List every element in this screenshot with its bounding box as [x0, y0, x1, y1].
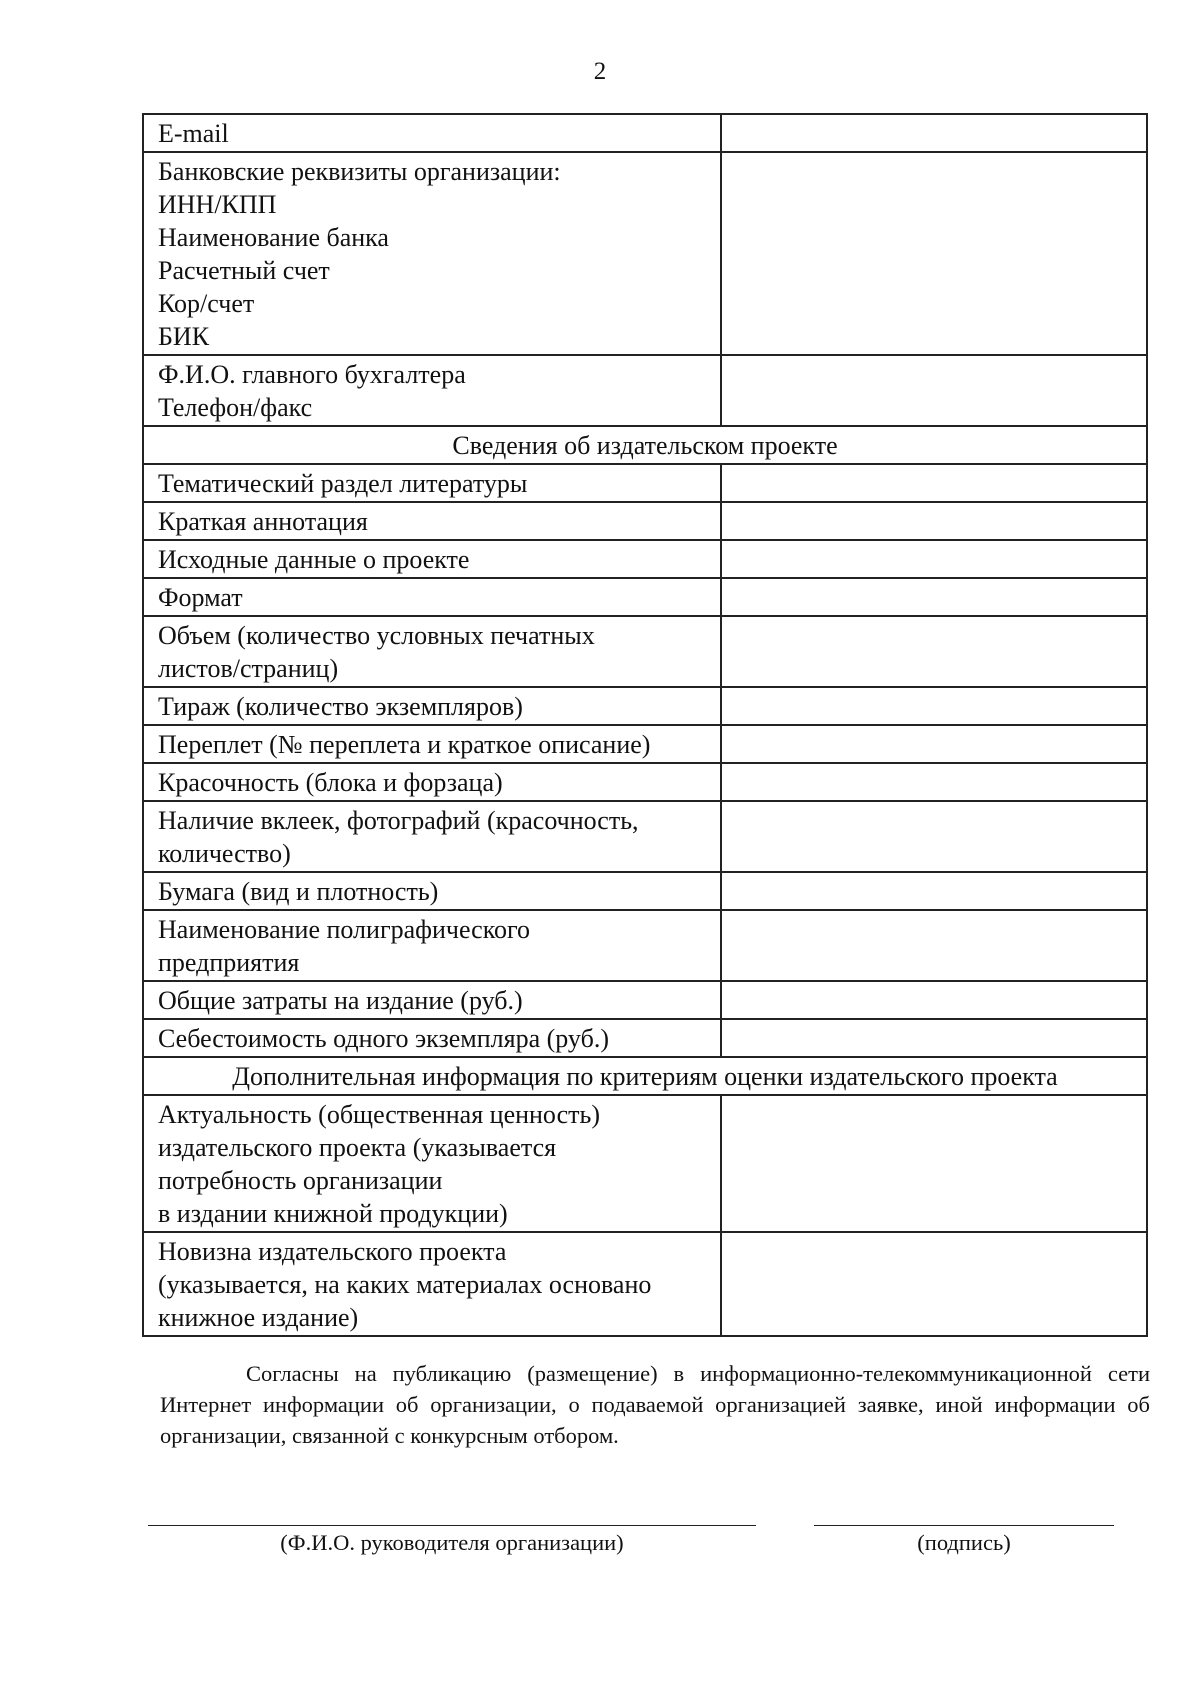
- label-line: Наличие вклеек, фотографий (красочность,: [158, 806, 639, 835]
- label-line: БИК: [158, 322, 210, 351]
- field-value-cell[interactable]: [721, 540, 1147, 578]
- field-label: [143, 763, 721, 801]
- table-row: [143, 687, 1147, 725]
- table-row: [143, 152, 1147, 355]
- label-line: издательского проекта (указывается: [158, 1133, 557, 1162]
- table-row: [143, 114, 1147, 152]
- field-label: [143, 578, 721, 616]
- section-header-row: [143, 1057, 1147, 1095]
- table-row: [143, 540, 1147, 578]
- label-line: Тираж (количество экземпляров): [158, 692, 523, 721]
- field-value-cell[interactable]: [721, 1019, 1147, 1057]
- label-line: Красочность (блока и форзаца): [158, 768, 503, 797]
- table-row: [143, 872, 1147, 910]
- field-label: [143, 872, 721, 910]
- label-line: ИНН/КПП: [158, 190, 277, 219]
- table-row: [143, 1095, 1147, 1232]
- label-line: Тематический раздел литературы: [158, 469, 528, 498]
- field-value-cell[interactable]: [721, 616, 1147, 687]
- label-line: Актуальность (общественная ценность): [158, 1100, 600, 1129]
- label-line: Общие затраты на издание (руб.): [158, 986, 523, 1015]
- field-label: [143, 502, 721, 540]
- label-line: Себестоимость одного экземпляра (руб.): [158, 1024, 609, 1053]
- table-row: [143, 725, 1147, 763]
- field-value-cell[interactable]: [721, 1232, 1147, 1336]
- field-label: [143, 1232, 721, 1336]
- label-line: книжное издание): [158, 1303, 359, 1332]
- label-line: Ф.И.О. главного бухгалтера: [158, 360, 466, 389]
- label-line: Расчетный счет: [158, 256, 330, 285]
- field-value-cell[interactable]: [721, 763, 1147, 801]
- field-value-cell[interactable]: [721, 687, 1147, 725]
- application-form-table: [142, 113, 1148, 1337]
- section-title: [143, 1057, 1147, 1095]
- label-line: (указывается, на каких материалах основано: [158, 1270, 652, 1299]
- table-row: [143, 502, 1147, 540]
- label-line: Кор/счет: [158, 289, 255, 318]
- field-value-cell[interactable]: [721, 872, 1147, 910]
- field-value-cell[interactable]: [721, 114, 1147, 152]
- section-header-row: [143, 426, 1147, 464]
- field-label: [143, 801, 721, 872]
- head-name-caption: (Ф.И.О. руководителя организации): [280, 1530, 624, 1555]
- label-line: Переплет (№ переплета и краткое описание): [158, 730, 651, 759]
- field-value-cell[interactable]: [721, 910, 1147, 981]
- field-value-cell[interactable]: [721, 801, 1147, 872]
- table-row: [143, 1019, 1147, 1057]
- signature-caption: (подпись): [917, 1530, 1011, 1555]
- table-row: [143, 981, 1147, 1019]
- label-line: Объем (количество условных печатных: [158, 621, 595, 650]
- field-value-cell[interactable]: [721, 981, 1147, 1019]
- table-row: [143, 355, 1147, 426]
- field-label: [143, 616, 721, 687]
- label-line: Банковские реквизиты организации:: [158, 157, 561, 186]
- field-value-cell[interactable]: [721, 578, 1147, 616]
- label-line: E-mail: [158, 119, 229, 148]
- field-label: [143, 1019, 721, 1057]
- head-name-line[interactable]: [148, 1525, 756, 1526]
- field-value-cell[interactable]: [721, 502, 1147, 540]
- table-row: [143, 801, 1147, 872]
- label-line: Телефон/факс: [158, 393, 313, 422]
- label-line: в издании книжной продукции): [158, 1199, 508, 1228]
- label-line: Краткая аннотация: [158, 507, 368, 536]
- label-line: количество): [158, 839, 291, 868]
- field-label: [143, 725, 721, 763]
- table-row: [143, 616, 1147, 687]
- field-value-cell[interactable]: [721, 355, 1147, 426]
- table-row: [143, 763, 1147, 801]
- page-number: 2: [593, 58, 607, 85]
- label-line: Наименование полиграфического: [158, 915, 531, 944]
- label-line: Сведения об издательском проекте: [452, 431, 838, 460]
- label-line: предприятия: [158, 948, 300, 977]
- label-line: Наименование банка: [158, 223, 389, 252]
- field-value-cell[interactable]: [721, 464, 1147, 502]
- field-value-cell[interactable]: [721, 725, 1147, 763]
- signature-line[interactable]: [814, 1525, 1114, 1526]
- table-row: [143, 578, 1147, 616]
- field-value-cell[interactable]: [721, 152, 1147, 355]
- field-label: [143, 114, 721, 152]
- section-title: [143, 426, 1147, 464]
- label-line: Новизна издательского проекта: [158, 1237, 507, 1266]
- consent-paragraph: Согласны на публикацию (размещение) в информационно-телекоммуникационной сети Интернет информации об организации, о подаваемой организацией заявке, иной информации об организации, связанной с конкурсным отбором.: [160, 1361, 1150, 1448]
- label-line: Бумага (вид и плотность): [158, 877, 439, 906]
- table-row: [143, 910, 1147, 981]
- field-label: [143, 910, 721, 981]
- field-label: [143, 981, 721, 1019]
- label-line: Формат: [158, 583, 243, 612]
- field-value-cell[interactable]: [721, 1095, 1147, 1232]
- field-label: [143, 152, 721, 355]
- table-row: [143, 464, 1147, 502]
- field-label: [143, 355, 721, 426]
- label-line: листов/страниц): [158, 654, 339, 683]
- form-table-body: [143, 114, 1147, 1336]
- label-line: Дополнительная информация по критериям оценки издательского проекта: [232, 1062, 1058, 1091]
- label-line: Исходные данные о проекте: [158, 545, 470, 574]
- field-label: [143, 540, 721, 578]
- field-label: [143, 687, 721, 725]
- field-label: [143, 1095, 721, 1232]
- field-label: [143, 464, 721, 502]
- label-line: потребность организации: [158, 1166, 443, 1195]
- table-row: [143, 1232, 1147, 1336]
